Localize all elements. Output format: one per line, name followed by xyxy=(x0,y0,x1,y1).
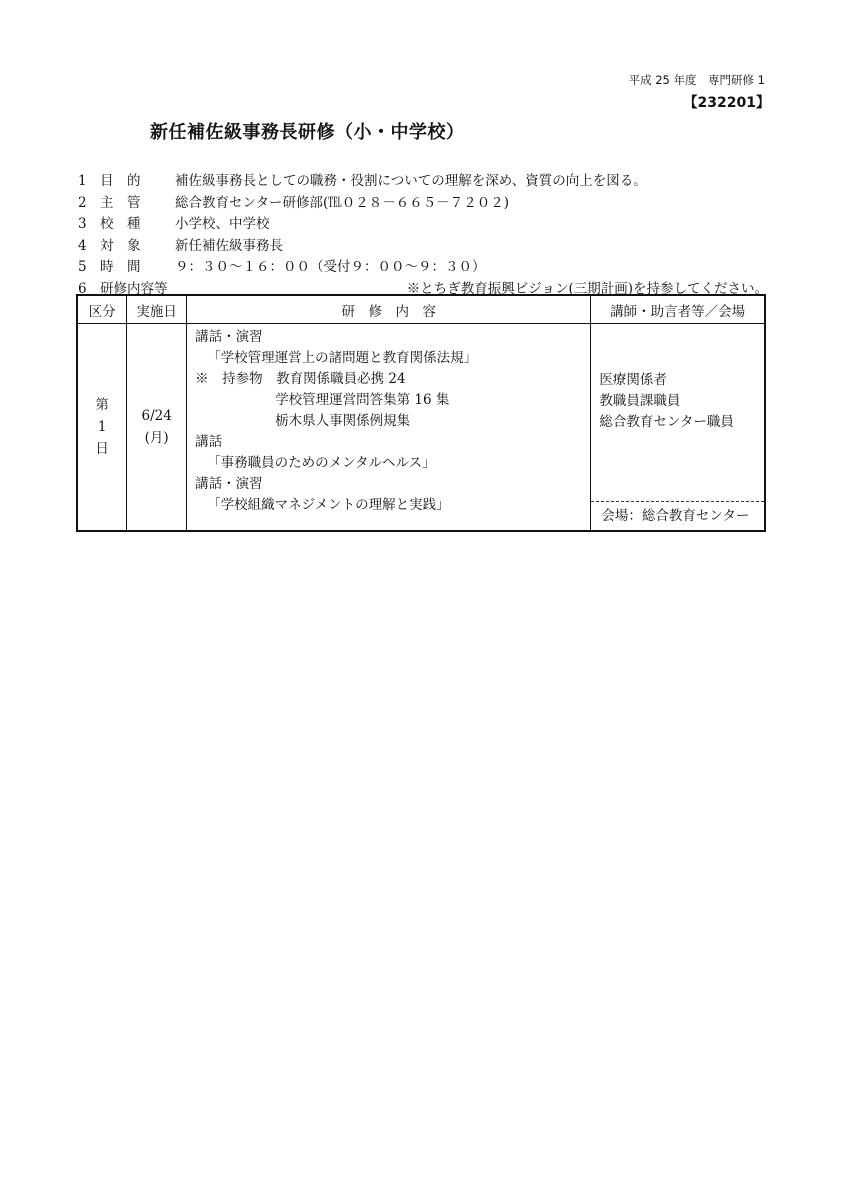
session-type: 講話・演習 xyxy=(195,476,263,492)
info-number: 1 xyxy=(78,173,87,189)
info-number: 2 xyxy=(78,194,87,211)
bring-vision-note: ※とちぎ教育振興ビジョン(三期計画)を持参してください。 xyxy=(406,280,768,297)
page-title: 新任補佐級事務長研修（小・中学校） xyxy=(150,122,465,143)
date-value: 6/24 xyxy=(141,408,172,424)
info-label: 時 間 xyxy=(100,259,141,276)
session-type: 講話・演習 xyxy=(195,329,263,345)
bring-item: 教育関係職員必携 24 xyxy=(276,371,406,387)
table-header-row xyxy=(77,295,765,324)
lecturer-item: 総合教育センター職員 xyxy=(599,414,734,430)
bring-item: 学校管理運営問答集第 16 集 xyxy=(275,392,450,408)
info-value: 新任補佐級事務長 xyxy=(175,237,283,254)
info-label: 目 的 xyxy=(100,173,141,189)
lecturer-item: 教職員課職員 xyxy=(599,393,681,409)
info-number: 4 xyxy=(78,237,87,254)
fiscal-year-label: 平成 25 年度 専門研修 1 xyxy=(628,73,765,87)
weekday-value: (月) xyxy=(144,430,169,446)
bring-item: 栃木県人事関係例規集 xyxy=(275,413,411,429)
bring-items-line xyxy=(195,369,584,390)
session-topic: 「事務職員のためのメンタルヘルス」 xyxy=(207,455,436,471)
info-number: 6 xyxy=(78,280,87,297)
schedule-table xyxy=(76,294,766,532)
date-cell xyxy=(127,324,187,532)
info-value: 総合教育センター研修部(℡０２８－６６５－７２０２) xyxy=(175,194,509,211)
info-row-school-type xyxy=(78,214,778,236)
header-lecturer: 講師・助言者等／会場 xyxy=(591,295,765,324)
session-type: 講話 xyxy=(195,434,223,450)
day-cell xyxy=(77,324,127,532)
info-label: 研修内容等 xyxy=(100,280,168,297)
day-label: 第 xyxy=(95,397,109,413)
info-value: ９：３０～１６：００（受付９：００～９：３０） xyxy=(175,259,486,276)
info-label: 校 種 xyxy=(100,216,141,233)
info-value: 補佐級事務長としての職務・役割についての理解を深め、資質の向上を図る。 xyxy=(175,173,647,189)
course-info xyxy=(78,171,778,301)
session-topic: 「学校管理運営上の諸問題と教育関係法規」 xyxy=(207,350,478,366)
table-row xyxy=(77,324,765,532)
info-number: 5 xyxy=(78,259,87,276)
info-row-target xyxy=(78,236,778,258)
info-number: 3 xyxy=(78,216,87,233)
info-label: 主 管 xyxy=(100,194,141,211)
info-row-time xyxy=(78,257,778,279)
info-row-organizer xyxy=(78,193,778,215)
course-code: 【232201】 xyxy=(683,95,770,111)
info-label: 対 象 xyxy=(100,237,141,254)
lecturer-list xyxy=(591,324,764,478)
day-label: 日 xyxy=(95,441,109,457)
venue-label: 会場：総合教育センター xyxy=(591,501,764,530)
info-value: 小学校、中学校 xyxy=(175,216,270,233)
header-kubun: 区分 xyxy=(77,295,127,324)
header-date: 実施日 xyxy=(127,295,187,324)
lecturer-item: 医療関係者 xyxy=(599,372,667,388)
bring-items-label: ※ 持参物 xyxy=(195,371,277,387)
day-number: 1 xyxy=(97,419,107,435)
content-cell xyxy=(187,324,591,532)
session-topic: 「学校組織マネジメントの理解と実践」 xyxy=(207,497,450,513)
header-content: 研 修 内 容 xyxy=(187,295,591,324)
lecturer-cell xyxy=(591,324,765,532)
info-row-purpose xyxy=(78,171,778,193)
